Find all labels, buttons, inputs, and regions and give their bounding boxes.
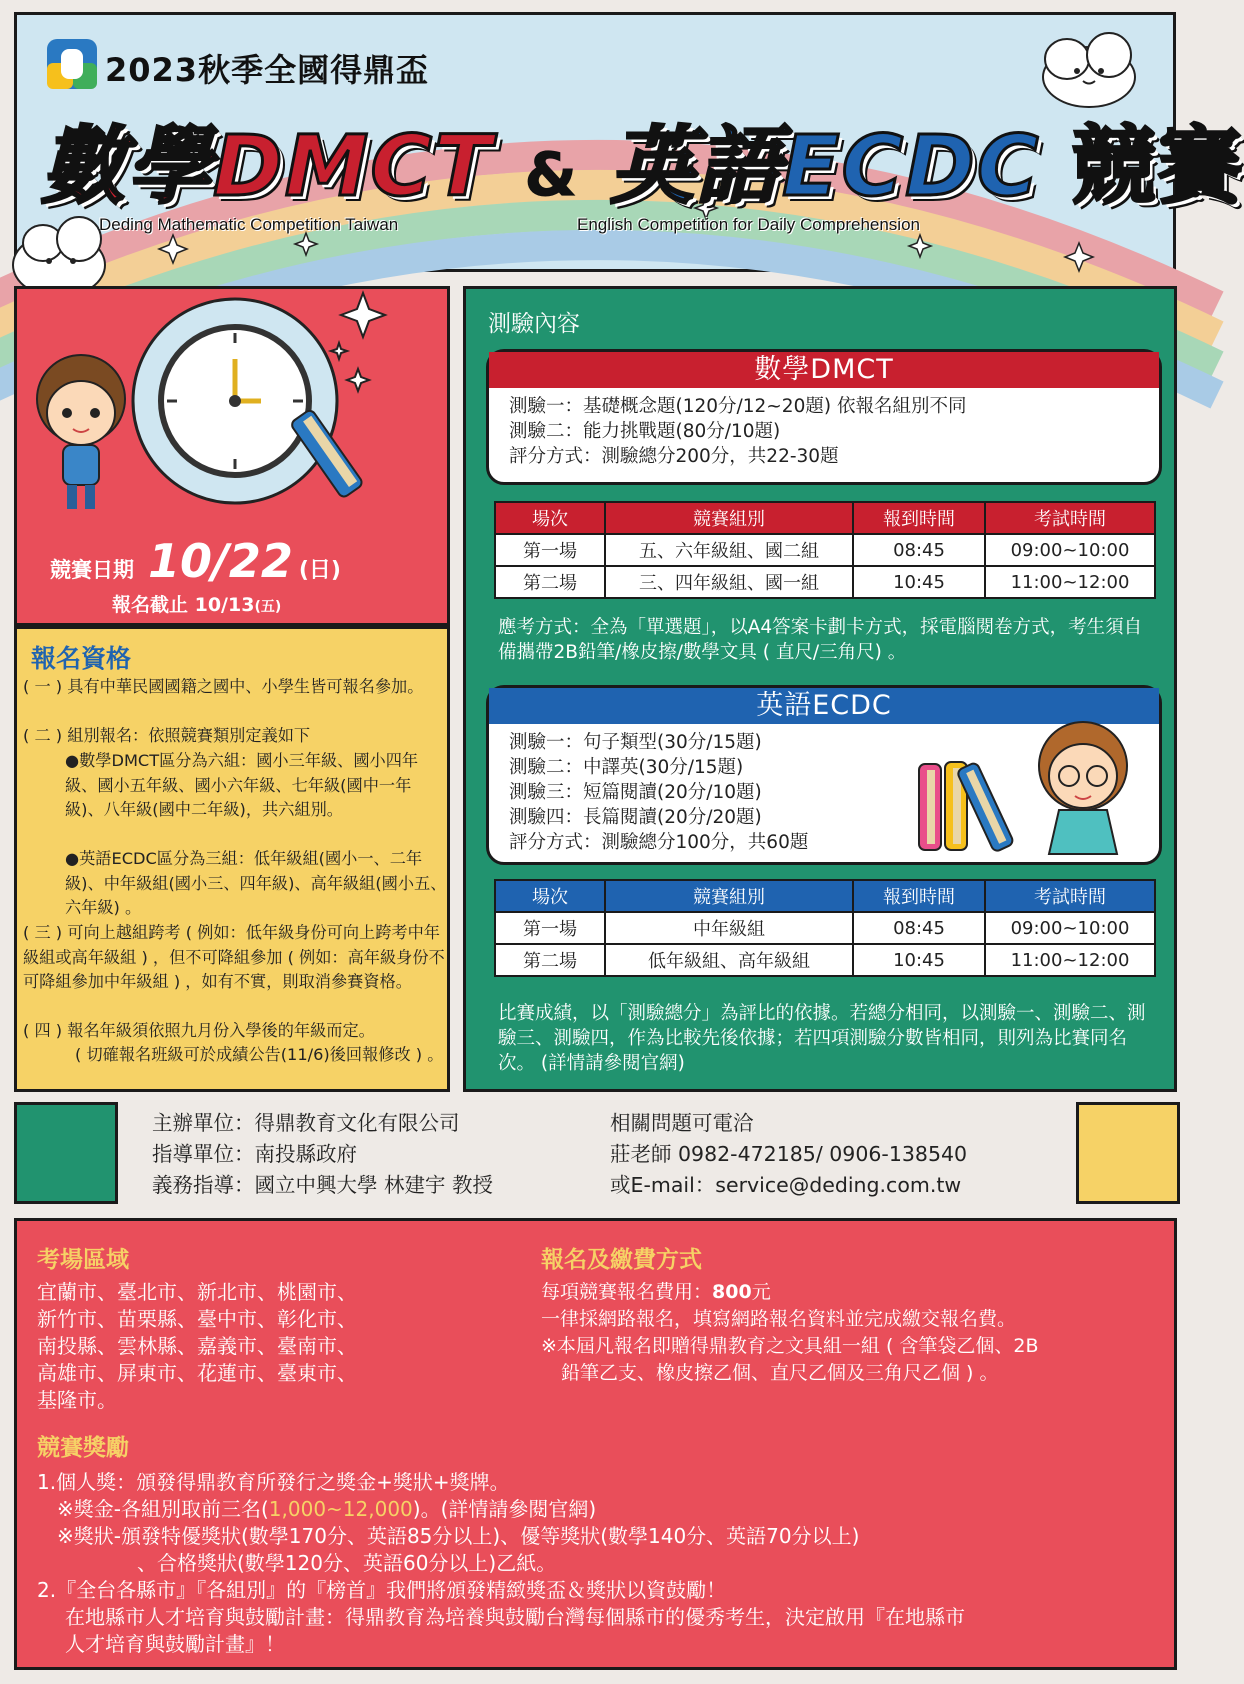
main-title [41,99,1244,220]
fees-text [541,1279,1039,1387]
advisor: 指導單位：南投縣政府 [152,1142,357,1166]
test-content-panel [463,286,1177,1092]
contact-email: 或E-mail：service@deding.com.tw [610,1173,962,1197]
col-group: 競賽組別 [605,502,853,534]
english-line-3: 測驗三：短篇閱讀(20分/10題) [509,782,762,803]
organizer: 主辦單位：得鼎教育文化有限公司 [152,1111,460,1135]
venues-list [37,1279,357,1414]
table-cell: 10:45 [853,566,985,598]
content-heading: 測驗內容 [488,311,580,337]
competition-name: 2023秋季全國得鼎盃 [105,51,430,89]
girl-with-books-illustration [899,714,1159,864]
decorative-square-yellow [1076,1102,1180,1204]
ranking-rules: 比賽成績，以「測驗總分」為評比的依據。若總分相同，以測驗一、測驗二、測驗三、測驗四，作為比較先後依據；若四項測驗分數皆相同，則列為比賽同名次。 (詳情請參閱官網) [498,1003,1146,1074]
english-card [486,685,1162,865]
awards-title: 競賽獎勵 [37,1435,129,1461]
title-eng-en: ECDC [782,117,1041,215]
date-day: (日) [298,558,341,583]
fee-prefix: 每項競賽報名費用： [541,1281,713,1303]
eligibility-english-groups: ●英語ECDC區分為三組：低年級組(國小一、二年級)、中年級組(國小三、四年級)、高年級組(國小五、六年級) 。 [65,849,447,917]
table-header-row [495,880,1155,912]
date-label: 競賽日期 [50,558,134,582]
eligibility-item-1: ( 一 ) 具有中華民國國籍之國中、小學生皆可報名參加。 [23,677,424,696]
deding-logo [45,37,99,91]
table-row [495,944,1155,976]
date-value: 10/22 [148,534,293,588]
award-line: 、合格獎狀(數學120分、英語60分以上)乙紙。 [137,1551,557,1575]
col-checkin: 報到時間 [853,502,985,534]
award-line: ※獎狀-頒發特優獎狀(數學170分、英語85分以上)、優等獎狀(數學140分、英語70分以上) [57,1524,860,1548]
table-cell: 第二場 [495,944,605,976]
answer-method: 應考方式：全為「單選題」，以A4答案卡劃卡方式，採電腦閱卷方式，考生須自備攜帶2B鉛筆/橡皮擦/數學文具 ( 直尺/三角尺) 。 [498,617,1143,663]
title-eng-zh: 英語 [610,117,783,215]
table-cell: 中年級組 [605,912,853,944]
clock-illustration [17,289,447,529]
math-card-title: 數學DMCT [489,352,1159,388]
title-math-en: DMCT [213,117,494,215]
fees-title: 報名及繳費方式 [541,1247,702,1273]
table-cell: 09:00~10:00 [985,534,1155,566]
table-row [495,566,1155,598]
eligibility-math-groups: ●數學DMCT區分為六組：國小三年級、國小四年級、國小五年級、國小六年級、七年級(國中一年級)、八年級(國中二年級)，共六組別。 [65,751,419,819]
table-cell: 低年級組、高年級組 [605,944,853,976]
title-suffix: 競賽 [1071,117,1244,215]
math-line-3: 評分方式：測驗總分200分，共22-30題 [509,446,839,467]
girl-character-icon [1039,722,1127,854]
table-cell: 11:00~12:00 [985,566,1155,598]
venue-line: 新竹市、苗栗縣、臺中市、彰化市、 [37,1307,357,1331]
table-cell: 第一場 [495,912,605,944]
deadline-text: 報名截止 10/13 [112,594,255,616]
sparkle-icon [331,293,385,391]
title-math-zh: 數學 [41,117,214,215]
header-banner [14,12,1244,272]
contact-title: 相關問題可電洽 [610,1111,754,1135]
col-exam-time: 考試時間 [985,502,1155,534]
table-cell: 11:00~12:00 [985,944,1155,976]
math-line-2: 測驗二：能力挑戰題(80分/10題) [509,421,781,442]
english-line-5: 評分方式：測驗總分100分，共60題 [509,832,809,853]
awards-text [37,1469,1157,1658]
table-cell: 第一場 [495,534,605,566]
boy-character-icon [37,355,125,509]
table-row [495,534,1155,566]
award-text: )。(詳情請參閱官網) [412,1497,597,1521]
math-card [486,349,1162,485]
fee-line: 鉛筆乙支、橡皮擦乙個、直尺乙個及三角尺乙個 ) 。 [561,1362,999,1384]
eligibility-panel [14,626,450,1092]
english-schedule-table [494,879,1156,977]
english-line-4: 測驗四：長篇閱讀(20分/20題) [509,807,762,828]
award-amount: 1,000~12,000 [268,1497,413,1521]
col-session: 場次 [495,502,605,534]
competition-date [50,534,341,588]
cloud-icon [13,217,105,297]
table-cell: 08:45 [853,534,985,566]
table-row [495,912,1155,944]
deadline-day: (五) [254,599,282,615]
english-card-title: 英語ECDC [489,688,1159,724]
fee-line: 一律採網路報名，填寫網路報名資料並完成繳交報名費。 [541,1308,1017,1330]
math-schedule-table [494,501,1156,599]
table-cell: 10:45 [853,944,985,976]
eligibility-item-3: ( 三 ) 可向上越組跨考 ( 例如：低年級身份可向上跨考中年級組或高年級組 ) ，但不可降組參加 ( 例如：高年級身份不可降組參加中年級組 ) ，如有不實，則取消參賽資格。 [23,923,445,991]
table-cell: 三、四年級組、國一組 [605,566,853,598]
award-line: 1.個人獎：頒發得鼎教育所發行之獎金+獎狀+獎牌。 [37,1470,510,1494]
col-session: 場次 [495,880,605,912]
registration-deadline [112,590,281,617]
award-text: ※獎金-各組別取前三名( [57,1497,269,1521]
venue-line: 南投縣、雲林縣、嘉義市、臺南市、 [37,1334,357,1358]
award-line: 2.『全台各縣市』『各組別』的『榜首』我們將頒發精緻獎盃＆獎狀以資鼓勵！ [37,1578,727,1602]
english-line-2: 測驗二：中譯英(30分/15題) [509,757,744,778]
col-exam-time: 考試時間 [985,880,1155,912]
venue-line: 宜蘭市、臺北市、新北市、桃園市、 [37,1280,357,1304]
venue-line: 基隆市。 [37,1388,117,1412]
venues-title: 考場區域 [37,1247,129,1273]
award-line: 人才培育與鼓勵計畫』！ [65,1632,285,1656]
col-group: 競賽組別 [605,880,853,912]
contact-phone: 莊老師 0982-472185/ 0906-138540 [610,1142,968,1166]
table-cell: 五、六年級組、國二組 [605,534,853,566]
consultant: 義務指導：國立中興大學 林建宇 教授 [152,1173,494,1197]
math-line-1: 測驗一：基礎概念題(120分/12~20題) 依報名組別不同 [509,396,967,417]
decorative-square-green [14,1102,118,1204]
fee-amount: 800 [712,1281,752,1303]
book-icon [919,762,1014,853]
fee-suffix: 元 [751,1281,771,1303]
fee-line: ※本屆凡報名即贈得鼎教育之文具組一組 ( 含筆袋乙個、2B [541,1335,1039,1357]
award-line [37,1496,1157,1523]
award-line: 在地縣市人才培育與鼓勵計畫：得鼎教育為培養與鼓勵台灣每個縣市的優秀考生，決定啟用『在地縣市 [65,1605,965,1629]
venue-line: 高雄市、屏東市、花蓮市、臺東市、 [37,1361,357,1385]
cloud-icon [1043,33,1135,107]
table-cell: 第二場 [495,566,605,598]
info-panel [14,1218,1177,1670]
table-header-row [495,502,1155,534]
eligibility-item-4: ( 四 ) 報名年級須依照九月份入學後的年級而定。 [23,1021,375,1040]
subtitle-math: Deding Mathematic Competition Taiwan [99,215,399,234]
table-cell: 08:45 [853,912,985,944]
table-cell: 09:00~10:00 [985,912,1155,944]
col-checkin: 報到時間 [853,880,985,912]
english-line-1: 測驗一：句子類型(30分/15題) [509,732,762,753]
eligibility-item-2: ( 二 ) 組別報名：依照競賽類別定義如下 [23,726,311,745]
title-ampersand: & [524,140,579,210]
eligibility-note: ( 切確報名班級可於成績公告(11/6)後回報修改 ) 。 [75,1045,444,1064]
eligibility-title: 報名資格 [31,644,132,673]
subtitle-english: English Competition for Daily Comprehension [577,215,920,234]
